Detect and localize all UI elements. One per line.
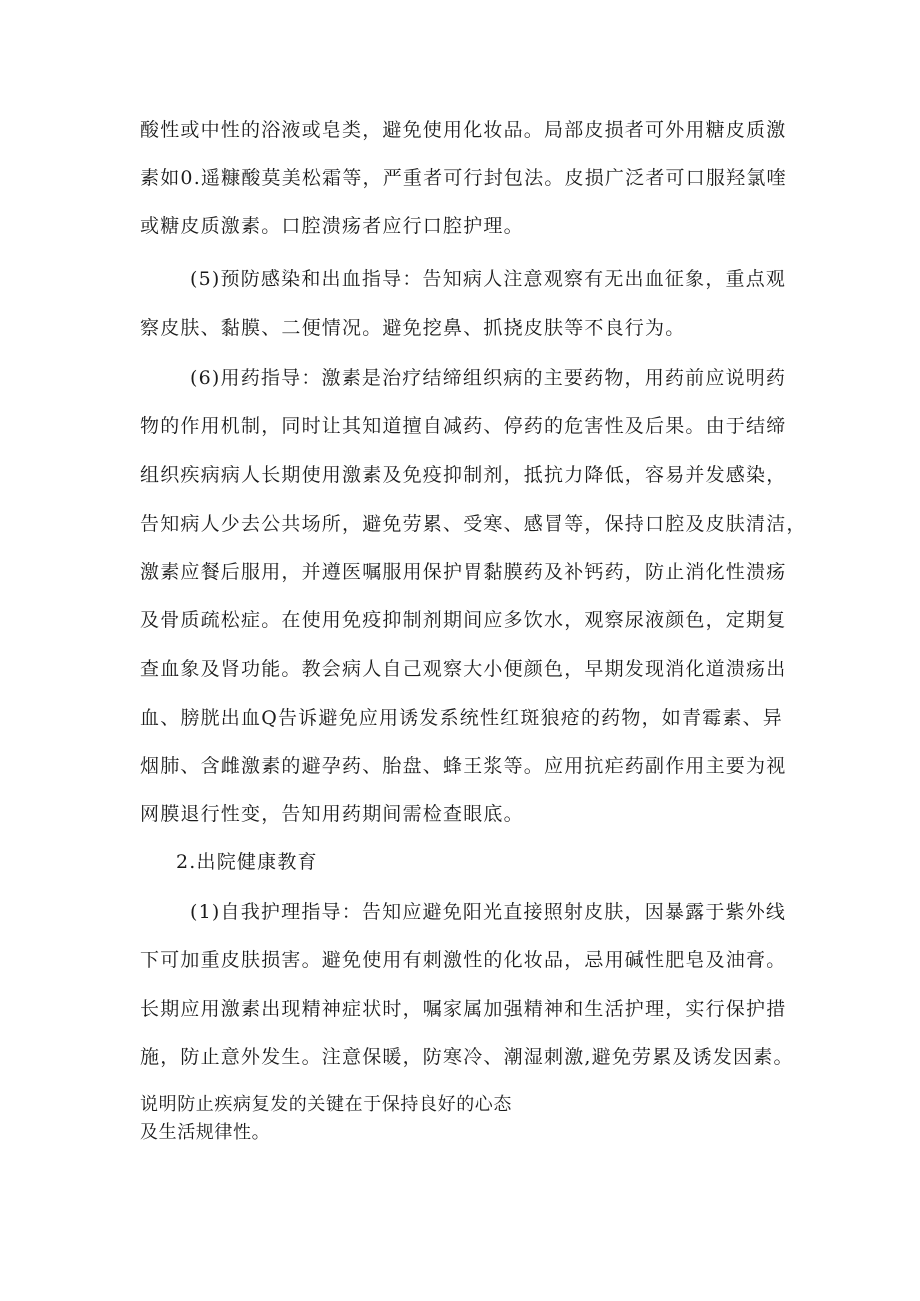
- text-line: 酸性或中性的浴液或皂类，避免使用化妆品。局部皮损者可外用糖皮质激: [140, 119, 787, 141]
- text-line: 网膜退行性变，告知用药期间需检查眼底。: [140, 803, 524, 825]
- text-line: 激素应餐后服用，并遵医嘱服用保护胃黏膜药及补钙药，防止消化性溃疡: [140, 561, 787, 583]
- text-line: 说明防止疾病复发的关键在于保持良好的心态: [140, 1094, 512, 1115]
- paragraph-1-first-line: (1)自我护理指导：告知应避免阳光直接照射皮肤，因暴露于紫外线: [190, 901, 787, 923]
- paragraph-6-first-line: (6)用药指导：激素是治疗结缔组织病的主要药物，用药前应说明药: [190, 367, 787, 389]
- text-line: 物的作用机制，同时让其知道擅自减药、停药的危害性及后果。由于结缔: [140, 415, 787, 437]
- text-line: 查血象及肾功能。教会病人自己观察大小便颜色，早期发现消化道溃疡出: [140, 658, 787, 680]
- text-line: 长期应用激素出现精神症状时，嘱家属加强精神和生活护理，实行保护措: [140, 998, 787, 1020]
- text-line: 血、膀胱出血Q告诉避免应用诱发系统性红斑狼疮的药物，如青霉素、异: [140, 707, 783, 729]
- text-line: 或糖皮质激素。口腔溃疡者应行口腔护理。: [140, 215, 524, 237]
- section-heading: 2.出院健康教育: [176, 851, 318, 873]
- text-line: 施，防止意外发生。注意保暖，防寒冷、潮湿刺激,避免劳累及诱发因素。: [140, 1046, 794, 1068]
- text-line: 下可加重皮肤损害。避免使用有刺激性的化妆品，忌用碱性肥皂及油膏。: [140, 949, 787, 971]
- text-line: 及骨质疏松症。在使用免疫抑制剂期间应多饮水，观察尿液颜色，定期复: [140, 609, 787, 631]
- text-line: 察皮肤、黏膜、二便情况。避免挖鼻、抓挠皮肤等不良行为。: [140, 317, 686, 339]
- text-line: 素如0.遥糠酸莫美松霜等，严重者可行封包法。皮损广泛者可口服羟氯喹: [140, 167, 787, 189]
- text-line: 组织疾病病人长期使用激素及免疫抑制剂，抵抗力降低，容易并发感染，: [140, 464, 787, 486]
- paragraph-5-first-line: (5)预防感染和出血指导：告知病人注意观察有无出血征象，重点观: [190, 268, 787, 290]
- text-line: 告知病人少去公共场所，避免劳累、受寒、感冒等，保持口腔及皮肤清洁，: [140, 513, 807, 535]
- text-line: 烟肺、含雌激素的避孕药、胎盘、蜂王浆等。应用抗疟药副作用主要为视: [140, 755, 787, 777]
- text-line: 及生活规律性。: [140, 1122, 271, 1143]
